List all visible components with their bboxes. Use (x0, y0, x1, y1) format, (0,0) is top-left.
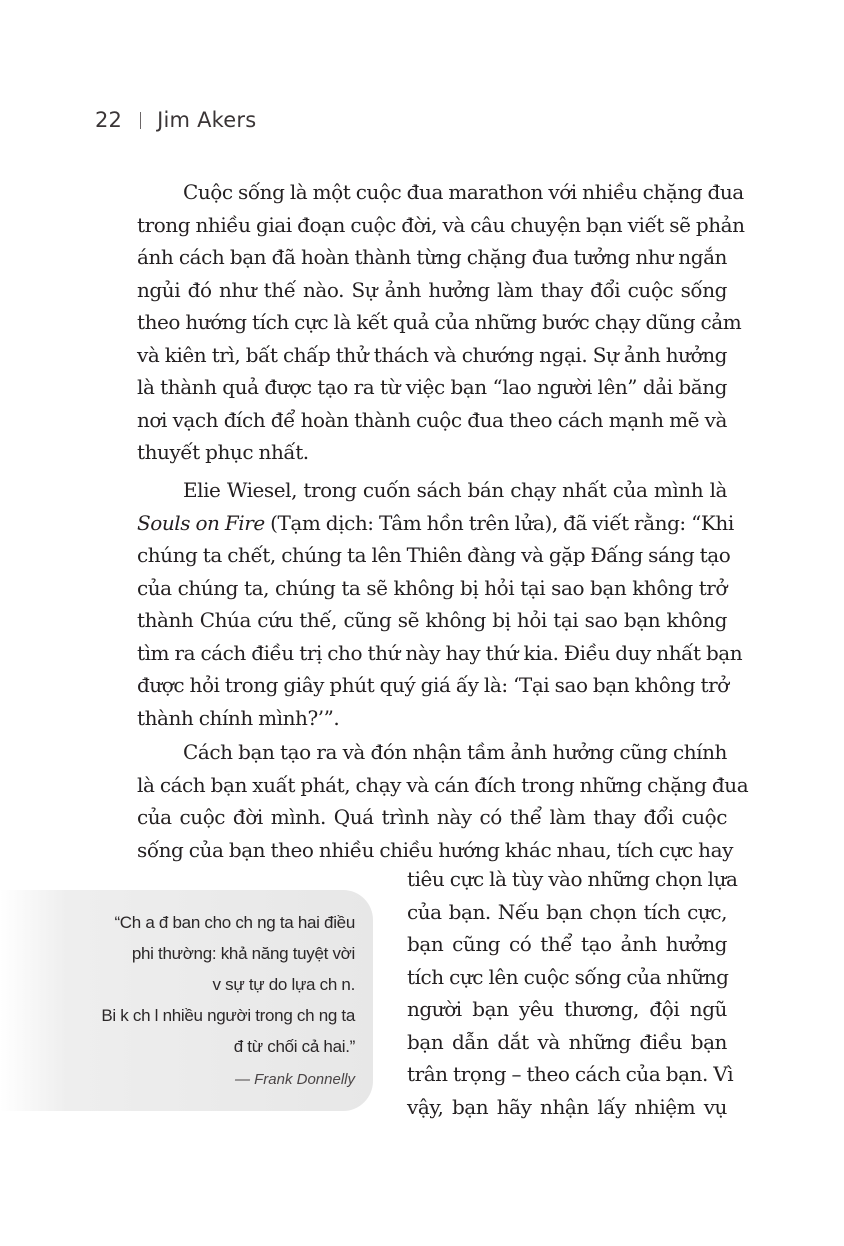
body-paragraph-1 (137, 176, 745, 469)
text-line: thuyết phục nhất. (137, 440, 309, 464)
pull-quote-text (101, 907, 355, 1062)
text-line: ngủi đó như thế nào. Sự ảnh hưởng làm thay đổi cuộc sống (137, 277, 727, 302)
text-line: là thành quả được tạo ra từ việc bạn “lao người lên” dải băng (137, 375, 727, 399)
text-line: thành Chúa cứu thế, cũng sẽ không bị hỏi tại sao bạn không (137, 608, 727, 632)
book-title: Souls on Fire (137, 510, 265, 535)
text-line: trong nhiều giai đoạn cuộc đời, và câu chuyện bạn viết sẽ phản (137, 212, 745, 237)
running-header (95, 108, 256, 132)
text-line: người bạn yêu thương, đội ngũ (407, 997, 727, 1021)
quote-line: v sự tự do lựa ch n. (212, 975, 355, 994)
quote-line: Bi k ch l nhiều người trong ch ng ta (101, 1006, 355, 1025)
text-line: của bạn. Nếu bạn chọn tích cực, (407, 899, 727, 924)
text-line: Cuộc sống là một cuộc đua marathon với nhiều chặng đua (183, 180, 744, 204)
text-line (137, 507, 734, 540)
text-line: tìm ra cách điều trị cho thứ này hay thứ kia. Điều duy nhất bạn (137, 640, 743, 665)
body-paragraph-2 (137, 474, 743, 734)
quote-line: “Ch a đ ban cho ch ng ta hai điều (114, 913, 355, 932)
text-line: là cách bạn xuất phát, chạy và cán đích trong những chặng đua (137, 772, 749, 797)
body-paragraph-3 (137, 736, 749, 866)
quote-attribution: — Frank Donnelly (234, 1071, 355, 1088)
text-line: theo hướng tích cực là kết quả của những bước chạy dũng cảm (137, 310, 742, 334)
text-line: vậy, bạn hãy nhận lấy nhiệm vụ (407, 1094, 727, 1119)
author-name: Jim Akers (157, 108, 257, 132)
text-line: tiêu cực là tùy vào những chọn lựa (407, 867, 738, 891)
text-line: tích cực lên cuộc sống của những (407, 964, 729, 989)
text-line: và kiên trì, bất chấp thử thách và chướng ngại. Sự ảnh hưởng (137, 342, 727, 367)
text-line: bạn dẫn dắt và những điều bạn (407, 1029, 727, 1054)
quote-line: đ từ chối cả hai.” (233, 1037, 355, 1056)
text-line: trân trọng – theo cách của bạn. Vì (407, 1062, 734, 1086)
text-line: được hỏi trong giây phút quý giá ấy là: ‘Tại sao bạn không trở (137, 673, 729, 697)
page-number: 22 (95, 108, 123, 132)
body-paragraph-3-narrow (407, 863, 738, 1123)
text-line: Elie Wiesel, trong cuốn sách bán chạy nhất của mình là (183, 478, 727, 502)
text-line: Cách bạn tạo ra và đón nhận tầm ảnh hưởng cũng chính (183, 740, 727, 764)
text-line: bạn cũng có thể tạo ảnh hưởng (407, 932, 727, 956)
text-line: chúng ta chết, chúng ta lên Thiên đàng và gặp Đấng sáng tạo (137, 543, 731, 567)
text-line: sống của bạn theo nhiều chiều hướng khác nhau, tích cực hay (137, 837, 733, 862)
text-line: thành chính mình?’”. (137, 705, 340, 730)
text-fragment: (Tạm dịch: Tâm hồn trên lửa), đã viết rằng: “Khi (264, 510, 734, 535)
text-line: ánh cách bạn đã hoàn thành từng chặng đua tưởng như ngắn (137, 245, 727, 269)
quote-line: phi thường: khả năng tuyệt vời (131, 944, 355, 963)
pull-quote-box (0, 890, 373, 1111)
text-line: của chúng ta, chúng ta sẽ không bị hỏi tại sao bạn không trở (137, 575, 727, 600)
text-line: của cuộc đời mình. Quá trình này có thể làm thay đổi cuộc (137, 805, 727, 829)
text-line: nơi vạch đích để hoàn thành cuộc đua theo cách mạnh mẽ và (137, 407, 727, 432)
header-divider (140, 112, 141, 129)
